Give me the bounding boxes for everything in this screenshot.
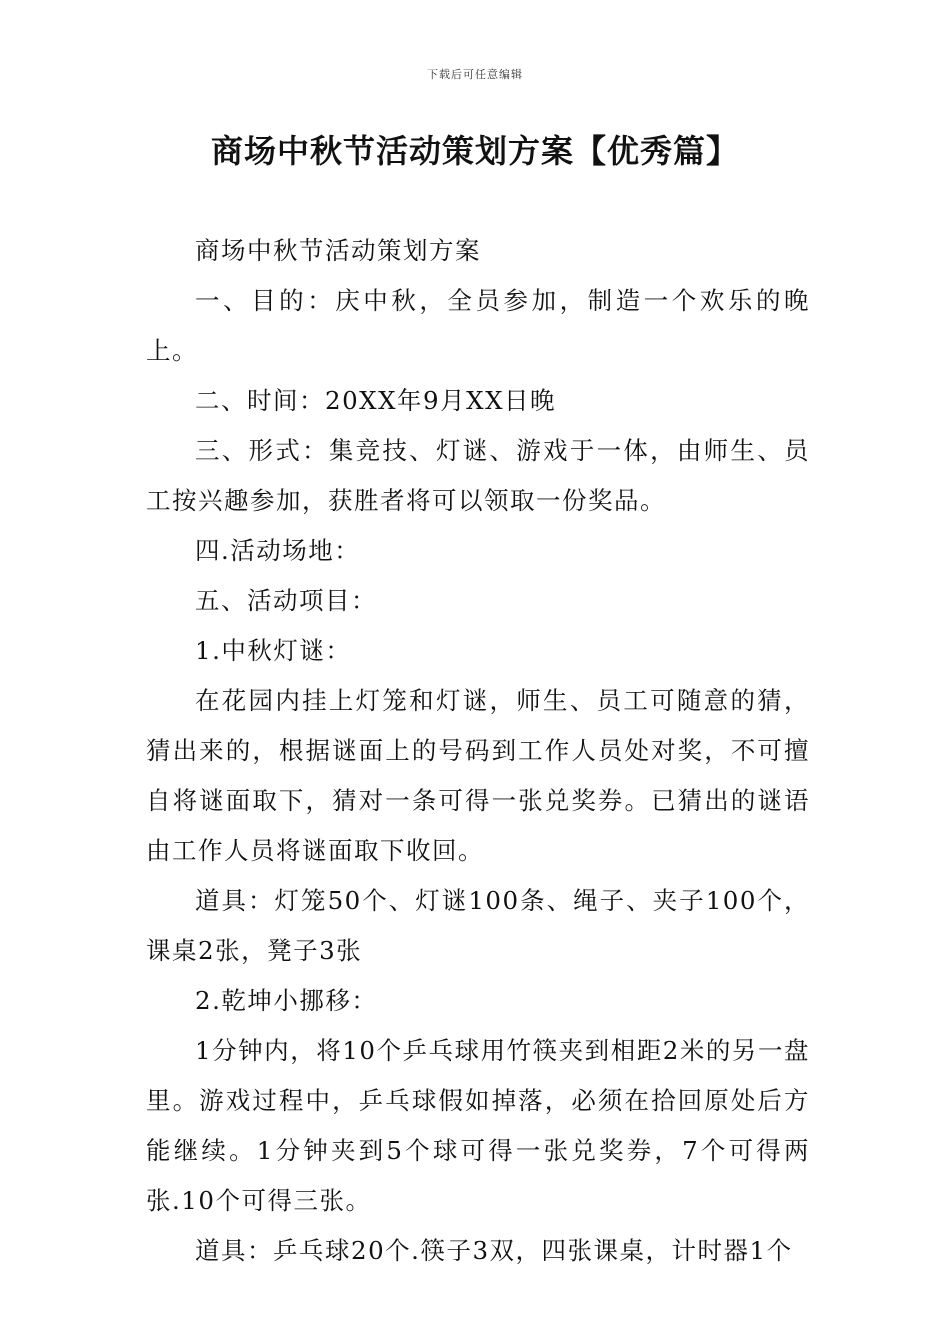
paragraph-purpose: 一、目的：庆中秋，全员参加，制造一个欢乐的晚上。 [146,286,810,365]
paragraph-subtitle: 商场中秋节活动策划方案 [195,236,481,265]
paragraph-item-2-props: 道具：乒乓球20个.筷子3双，四张课桌，计时器1个 [195,1236,793,1265]
paragraph-item-2-description: 1分钟内，将10个乒乓球用竹筷夹到相距2米的另一盘里。游戏过程中，乒乓球假如掉落，必须在拾回原处后方能继续。1分钟夹到5个球可得一张兑奖券，7个可得两张.10个可得三张。 [146,1036,810,1215]
document-body [146,226,810,1276]
paragraph-item-2-heading: 2.乾坤小挪移： [195,986,378,1015]
document-title: 商场中秋节活动策划方案【优秀篇】 [210,132,739,170]
paragraph-format: 三、形式：集竞技、灯谜、游戏于一体，由师生、员工按兴趣参加，获胜者将可以领取一份奖品。 [146,436,810,515]
paragraph-activities-heading: 五、活动项目： [195,586,377,615]
paragraph-time: 二、时间：20XX年9月XX日晚 [195,386,557,415]
paragraph-item-1-heading: 1.中秋灯谜： [195,636,352,665]
paragraph-venue: 四.活动场地： [195,536,361,565]
paragraph-item-1-props: 道具：灯笼50个、灯谜100条、绳子、夹子100个，课桌2张，凳子3张 [146,886,810,965]
header-note: 下载后可任意编辑 [427,68,523,81]
paragraph-item-1-description: 在花园内挂上灯笼和灯谜，师生、员工可随意的猜，猜出来的，根据谜面上的号码到工作人员处对奖，不可擅自将谜面取下，猜对一条可得一张兑奖券。已猜出的谜语由工作人员将谜面取下收回。 [146,686,810,865]
